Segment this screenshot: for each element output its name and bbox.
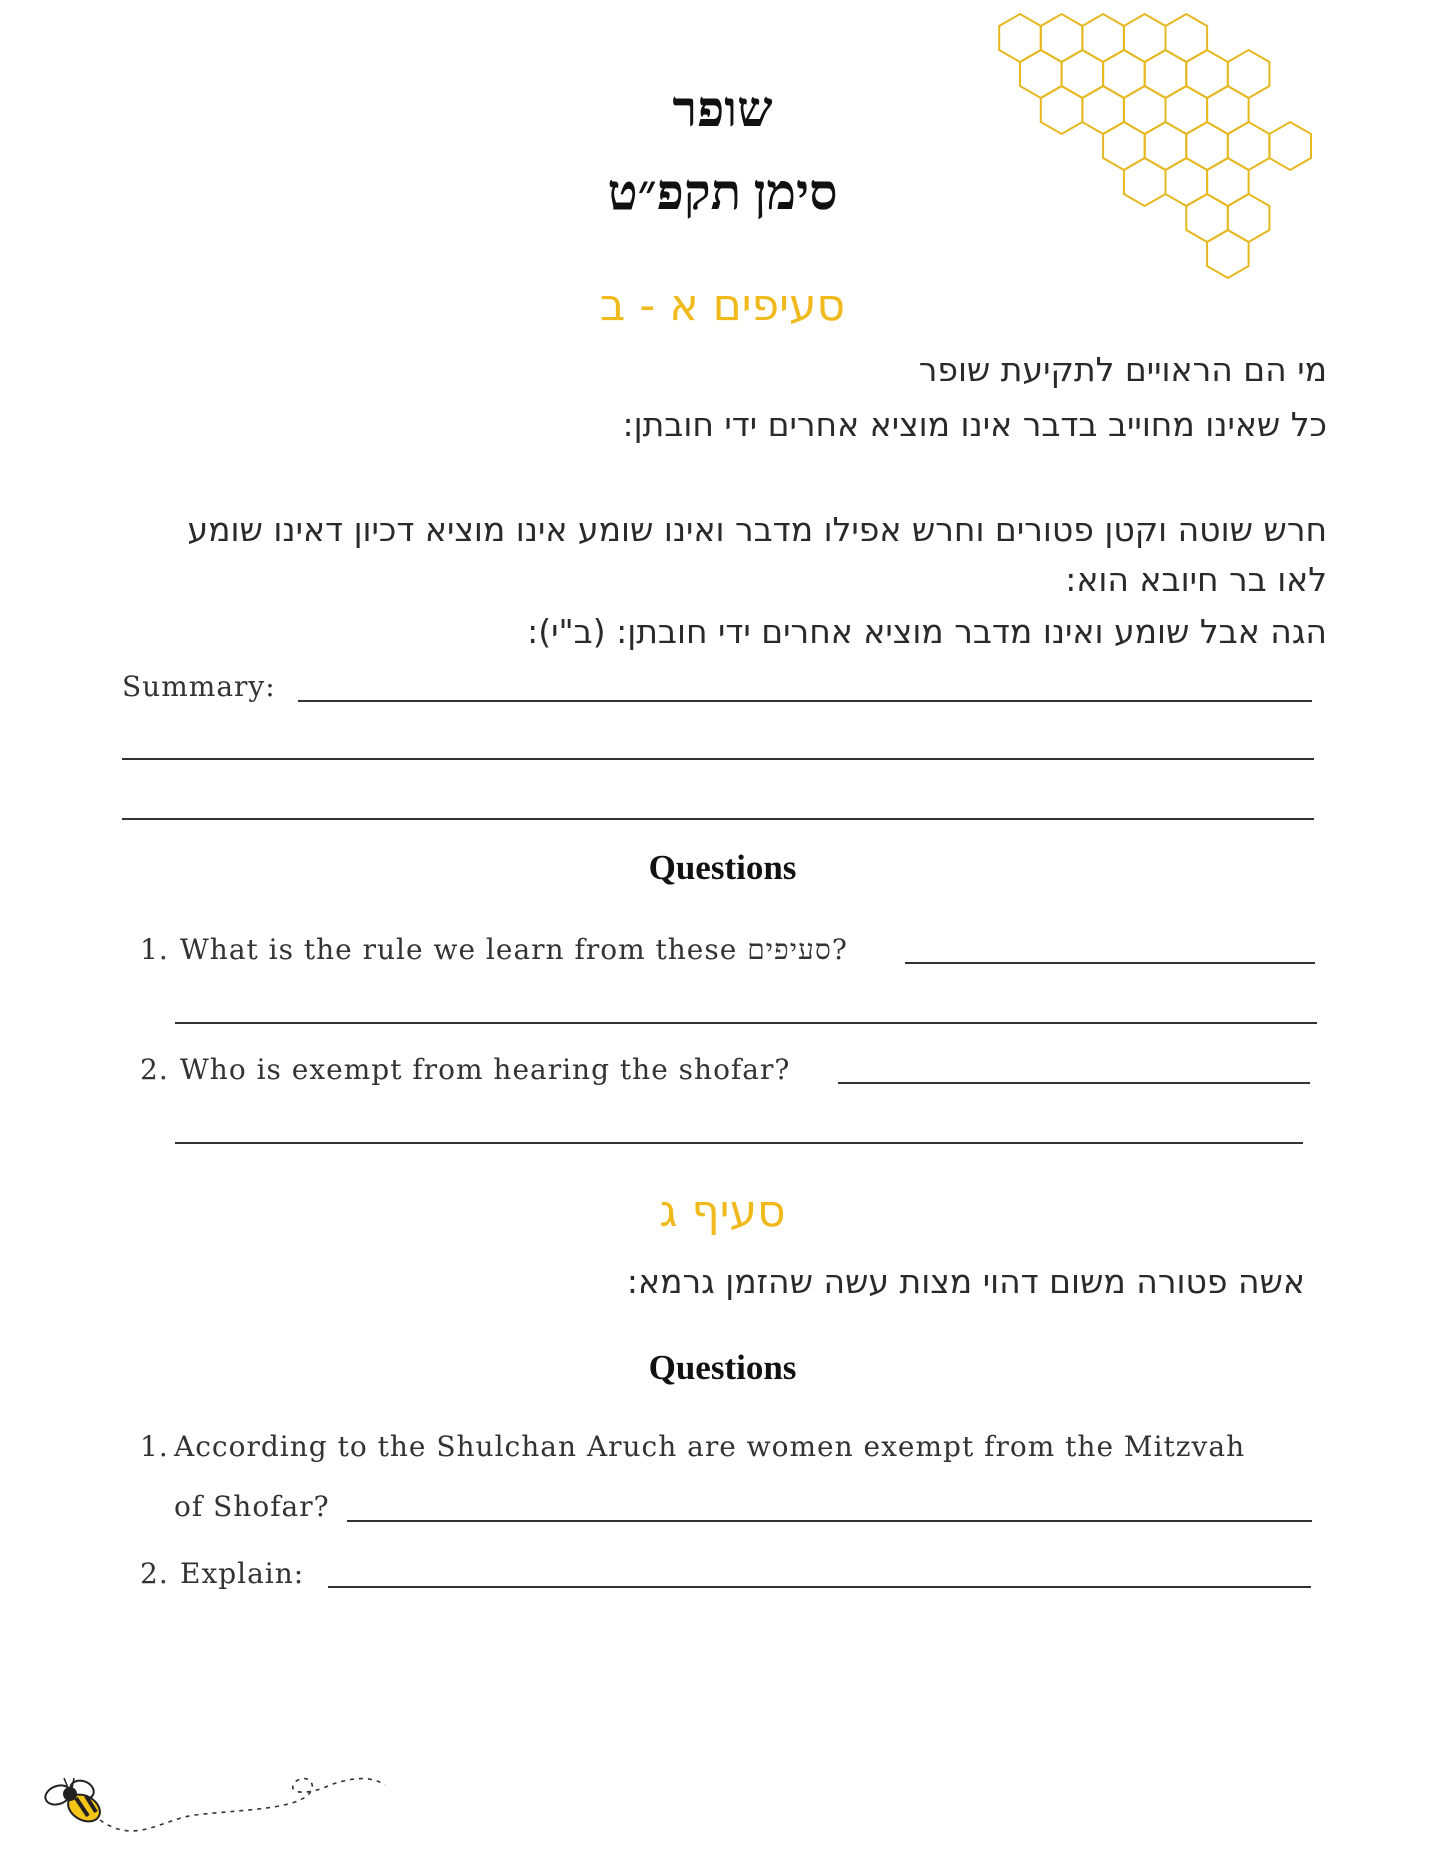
honeycomb-cell bbox=[1207, 230, 1249, 278]
question-number: 1. bbox=[140, 1430, 169, 1463]
summary-label: Summary: bbox=[122, 670, 276, 703]
honeycomb-cell bbox=[999, 14, 1041, 62]
question-2-1-answer-line[interactable] bbox=[347, 1520, 1312, 1522]
bee-flight-path bbox=[100, 1779, 385, 1831]
summary-answer-line-2[interactable] bbox=[122, 758, 1314, 760]
question-2-1 bbox=[140, 1430, 1245, 1463]
question-number: 2. bbox=[140, 1053, 169, 1086]
question-1-1-answer-line-a[interactable] bbox=[905, 962, 1315, 964]
question-number: 1. bbox=[140, 933, 169, 966]
question-1-1-answer-line-b[interactable] bbox=[175, 1022, 1317, 1024]
section-heading-aleph-bet: סעיפים א - ב bbox=[599, 280, 846, 331]
honeycomb-cell bbox=[1166, 14, 1208, 62]
hebrew-text-line-1: מי הם הראויים לתקיעת שופר bbox=[918, 350, 1327, 389]
question-text: Explain: bbox=[180, 1557, 305, 1590]
question-number: 2. bbox=[140, 1557, 169, 1590]
bee-head bbox=[63, 1787, 77, 1801]
question-1-2-answer-line-b[interactable] bbox=[175, 1142, 1303, 1144]
honeycomb-cell bbox=[1041, 14, 1083, 62]
summary-answer-line-1[interactable] bbox=[298, 700, 1312, 702]
hebrew-text-line-3: חרש שוטה וקטן פטורים וחרש אפילו מדבר ואינו שומע אינו מוציא דכיון דאינו שומע bbox=[187, 510, 1327, 549]
questions-heading-2: Questions bbox=[648, 1348, 797, 1387]
questions-heading-1: Questions bbox=[648, 848, 797, 887]
question-1-1 bbox=[140, 933, 848, 967]
hebrew-text-gimmel-line-1: אשה פטורה משום דהוי מצות עשה שהזמן גרמא: bbox=[626, 1262, 1305, 1301]
summary-answer-line-3[interactable] bbox=[122, 818, 1314, 820]
page-subtitle: סימן תקפ״ט bbox=[607, 164, 838, 220]
honeycomb-cell bbox=[1124, 14, 1166, 62]
honeycomb-cell bbox=[1082, 14, 1124, 62]
section-heading-gimmel: סעיף ג bbox=[659, 1186, 786, 1237]
hebrew-text-line-5: הגה אבל שומע ואינו מדבר מוציא אחרים ידי חובתן: (ב"י): bbox=[527, 612, 1327, 651]
question-text: According to the Shulchan Aruch are women exempt from the Mitzvah bbox=[174, 1430, 1246, 1463]
question-text: What is the rule we learn from these סעיפים? bbox=[180, 933, 848, 966]
bee-decoration bbox=[40, 1740, 390, 1850]
question-text: Who is exempt from hearing the shofar? bbox=[180, 1053, 791, 1086]
question-2-2 bbox=[140, 1557, 304, 1590]
hebrew-text-line-4: לאו בר חיובא הוא: bbox=[1065, 560, 1327, 599]
question-1-2 bbox=[140, 1053, 790, 1086]
page-title: שופר bbox=[672, 81, 773, 137]
honeycomb-decoration bbox=[990, 8, 1430, 303]
question-2-2-answer-line[interactable] bbox=[328, 1586, 1311, 1588]
hebrew-text-line-2: כל שאינו מחוייב בדבר אינו מוציא אחרים ידי חובתן: bbox=[622, 405, 1327, 444]
question-2-1-continuation: of Shofar? bbox=[174, 1490, 330, 1523]
question-1-2-answer-line-a[interactable] bbox=[838, 1082, 1310, 1084]
